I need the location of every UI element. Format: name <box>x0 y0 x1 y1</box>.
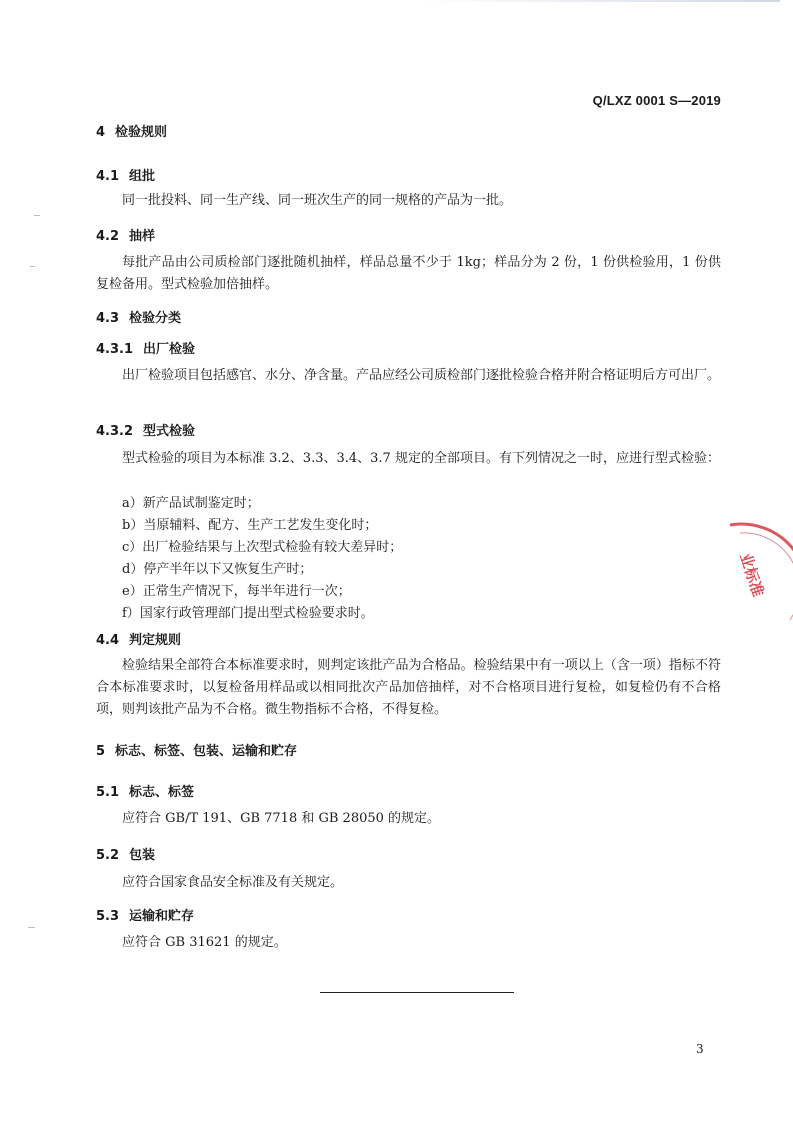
section-number: 5.2 <box>96 848 120 863</box>
section-4-2-heading <box>96 225 155 244</box>
section-4-3-2-heading <box>96 420 195 439</box>
section-title: 检验规则 <box>115 125 168 140</box>
section-title: 组批 <box>129 169 156 184</box>
section-number: 5.3 <box>96 909 120 924</box>
end-of-document-rule <box>320 992 514 993</box>
section-number: 4.1 <box>96 169 120 184</box>
section-5-heading <box>96 740 297 759</box>
seal-stamp-icon <box>718 515 793 645</box>
page-number: 3 <box>696 1042 704 1056</box>
section-4-2-text: 每批产品由公司质检部门逐批随机抽样，样品总量不少于 1kg；样品分为 2 份，1 份供检验用，1 份供复检备用。型式检验加倍抽样。 <box>96 255 721 292</box>
section-title: 出厂检验 <box>143 342 196 357</box>
list-item: e）正常生产情况下，每半年进行一次； <box>122 584 351 599</box>
section-4-3-heading <box>96 307 181 326</box>
section-number: 4.3.1 <box>96 342 134 357</box>
section-title: 抽样 <box>129 229 156 244</box>
list-item: c）出厂检验结果与上次型式检验有较大差异时； <box>122 540 403 555</box>
section-4-3-1-text: 出厂检验项目包括感官、水分、净含量。产品应经公司质检部门逐批检验合格并附合格证明后方可出厂。 <box>122 368 721 383</box>
section-title: 运输和贮存 <box>129 909 195 924</box>
section-4-3-1-heading <box>96 338 195 357</box>
section-5-2-heading <box>96 844 155 863</box>
list-item: b）当原辅料、配方、生产工艺发生变化时； <box>122 518 378 533</box>
svg-text:业标准: 业标准 <box>736 550 768 600</box>
section-number: 4 <box>96 125 106 140</box>
section-number: 4.3 <box>96 311 120 326</box>
section-4-4-heading <box>96 629 181 648</box>
list-item: a）新产品试制鉴定时； <box>122 496 260 511</box>
list-item: d）停产半年以下又恢复生产时； <box>122 562 313 577</box>
section-5-3-text: 应符合 GB 31621 的规定。 <box>122 935 287 950</box>
scan-speck <box>28 927 35 928</box>
section-title: 包装 <box>129 848 156 863</box>
scan-speck <box>30 266 35 267</box>
section-number: 5 <box>96 744 106 759</box>
scan-edge-artifact <box>420 0 780 2</box>
section-5-2-text: 应符合国家食品安全标准及有关规定。 <box>122 875 344 890</box>
list-item: f）国家行政管理部门提出型式检验要求时。 <box>122 606 374 621</box>
section-5-1-heading <box>96 781 194 800</box>
section-number: 4.3.2 <box>96 424 134 439</box>
section-title: 标志、标签 <box>129 785 195 800</box>
section-4-1-heading <box>96 165 155 184</box>
section-4-3-2-text: 型式检验的项目为本标准 3.2、3.3、3.4、3.7 规定的全部项目。有下列情况之一时，应进行型式检验： <box>122 451 720 466</box>
section-4-4-text: 检验结果全部符合本标准要求时，则判定该批产品为合格品。检验结果中有一项以上（含一项）指标不符合本标准要求时，以复检备用样品或以相同批次产品加倍抽样，对不合格项目进行复检，如复检仍有不合格项，则判该批产品为不合格。微生物指标不合格，不得复检。 <box>96 658 721 717</box>
section-5-1-text: 应符合 GB/T 191、GB 7718 和 GB 28050 的规定。 <box>122 811 441 826</box>
section-5-3-heading <box>96 905 194 924</box>
section-number: 4.4 <box>96 633 120 648</box>
section-title: 标志、标签、包装、运输和贮存 <box>115 744 298 759</box>
section-title: 型式检验 <box>143 424 196 439</box>
scan-speck <box>34 215 40 216</box>
section-title: 检验分类 <box>129 311 182 326</box>
document-code: Q/LXZ 0001 S—2019 <box>592 93 721 108</box>
section-4-heading <box>96 121 167 140</box>
section-4-1-text: 同一批投料、同一生产线、同一班次生产的同一规格的产品为一批。 <box>122 193 513 208</box>
section-number: 4.2 <box>96 229 120 244</box>
section-number: 5.1 <box>96 785 120 800</box>
section-title: 判定规则 <box>129 633 182 648</box>
